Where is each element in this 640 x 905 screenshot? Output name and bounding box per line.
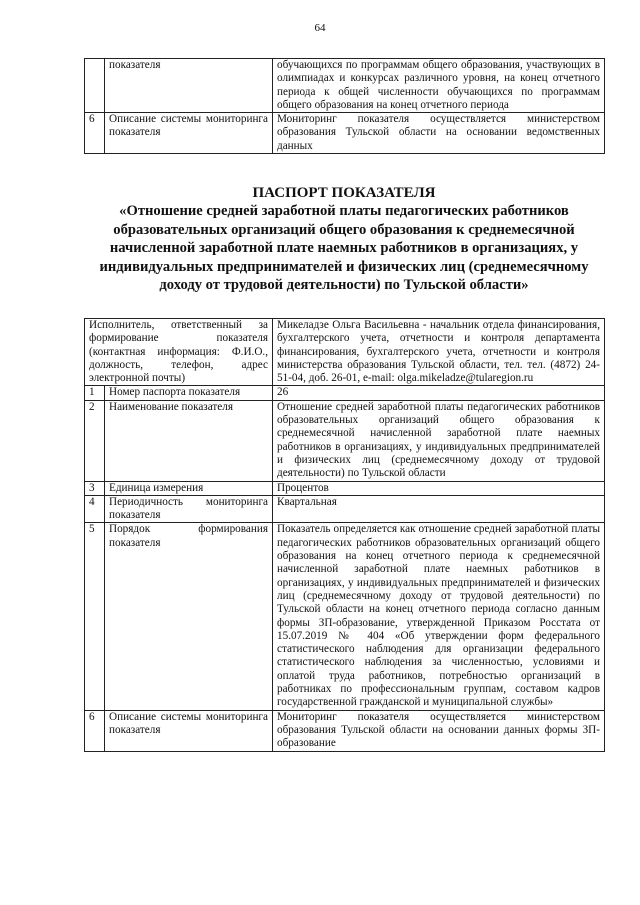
table-row xyxy=(85,495,605,523)
row-value: обучающихся по программам общего образования, участвующих в олимпиадах и конкурсах различного уровня, на конец отчетного периода к общей численности обучающихся по программам общего образования на конец отчетного периода xyxy=(273,59,605,113)
table-row xyxy=(85,523,605,710)
passport-heading: ПАСПОРТ ПОКАЗАТЕЛЯ xyxy=(252,185,436,201)
executor-row xyxy=(85,319,605,386)
row-number: 2 xyxy=(85,400,105,481)
row-label: Номер паспорта показателя xyxy=(105,386,273,400)
row-number: 5 xyxy=(85,523,105,710)
table-row xyxy=(85,113,605,154)
row-number xyxy=(85,59,105,113)
table-row xyxy=(85,481,605,495)
row-value: Отношение средней заработной платы педагогических работников образовательных организаций общего образования к среднемесячной начисленной заработной плате наемных работников в организациях, у индивидуальных предпринимателей и физических лиц (среднемесячному доходу от трудовой деятельности) по Тульской области xyxy=(273,400,605,481)
row-label: Порядок формирования показателя xyxy=(105,523,273,710)
page-number: 64 xyxy=(314,22,326,34)
passport-table xyxy=(84,318,605,752)
row-label: Единица измерения xyxy=(105,481,273,495)
row-value: Мониторинг показателя осуществляется министерством образования Тульской области на основании ведомственных данных xyxy=(273,113,605,154)
table-row xyxy=(85,386,605,400)
row-value: Мониторинг показателя осуществляется министерством образования Тульской области на основании данных формы ЗП-образование xyxy=(273,710,605,751)
row-value: Квартальная xyxy=(273,495,605,523)
row-label: показателя xyxy=(105,59,273,113)
row-number: 3 xyxy=(85,481,105,495)
table-row xyxy=(85,59,605,113)
row-value: Процентов xyxy=(273,481,605,495)
row-number: 1 xyxy=(85,386,105,400)
executor-value: Микеладзе Ольга Васильевна - начальник отдела финансирования, бухгалтерского учета, отчетности и контроля департамента финансирования, бухгалтерского учета, отчетности и контроля министерства образования Тульской области, тел. тел. (4872) 24-51-04, доб. 26-01, e-mail: olga.mikeladze@tularegion.ru xyxy=(273,319,605,386)
row-number: 6 xyxy=(85,710,105,751)
row-label: Описание системы мониторинга показателя xyxy=(105,710,273,751)
row-label: Периодичность мониторинга показателя xyxy=(105,495,273,523)
passport-title-block xyxy=(80,184,608,294)
row-label: Описание системы мониторинга показателя xyxy=(105,113,273,154)
row-number: 4 xyxy=(85,495,105,523)
row-number: 6 xyxy=(85,113,105,154)
row-value: Показатель определяется как отношение средней заработной платы педагогических работников образовательных организаций общего образования на конец отчетного периода к среднемесячной начисленной заработной плате наемных работников в организациях, у индивидуальных предпринимателей и физических лиц (среднемесячному доходу от трудовой деятельности) по Тульской области на конец отчетного периода согласно данным формы ЗП-образование, утвержденной Приказом Росстата от 15.07.2019 № 404 «Об утверждении форм федерального статистического наблюдения для организации федерального статистического наблюдения за численностью, условиями и оплатой труда работников, потребностью организаций в работниках по профессиональным группам, составом кадров государственной гражданской и муниципальной службы» xyxy=(273,523,605,710)
row-label: Наименование показателя xyxy=(105,400,273,481)
previous-passport-table-continuation xyxy=(84,58,605,154)
executor-label: Исполнитель, ответственный за формирование показателя (контактная информация: Ф.И.О., должность, телефон, адрес электронной почты) xyxy=(85,319,273,386)
table-row xyxy=(85,400,605,481)
indicator-title: «Отношение средней заработной платы педагогических работников образовательных организаций общего образования к среднемесячной начисленной заработной плате наемных работников в организациях, у индивидуальных предпринимателей и физических лиц (среднемесячному доходу от трудовой деятельности) по Тульской области» xyxy=(99,203,589,294)
table-row xyxy=(85,710,605,751)
row-value: 26 xyxy=(273,386,605,400)
